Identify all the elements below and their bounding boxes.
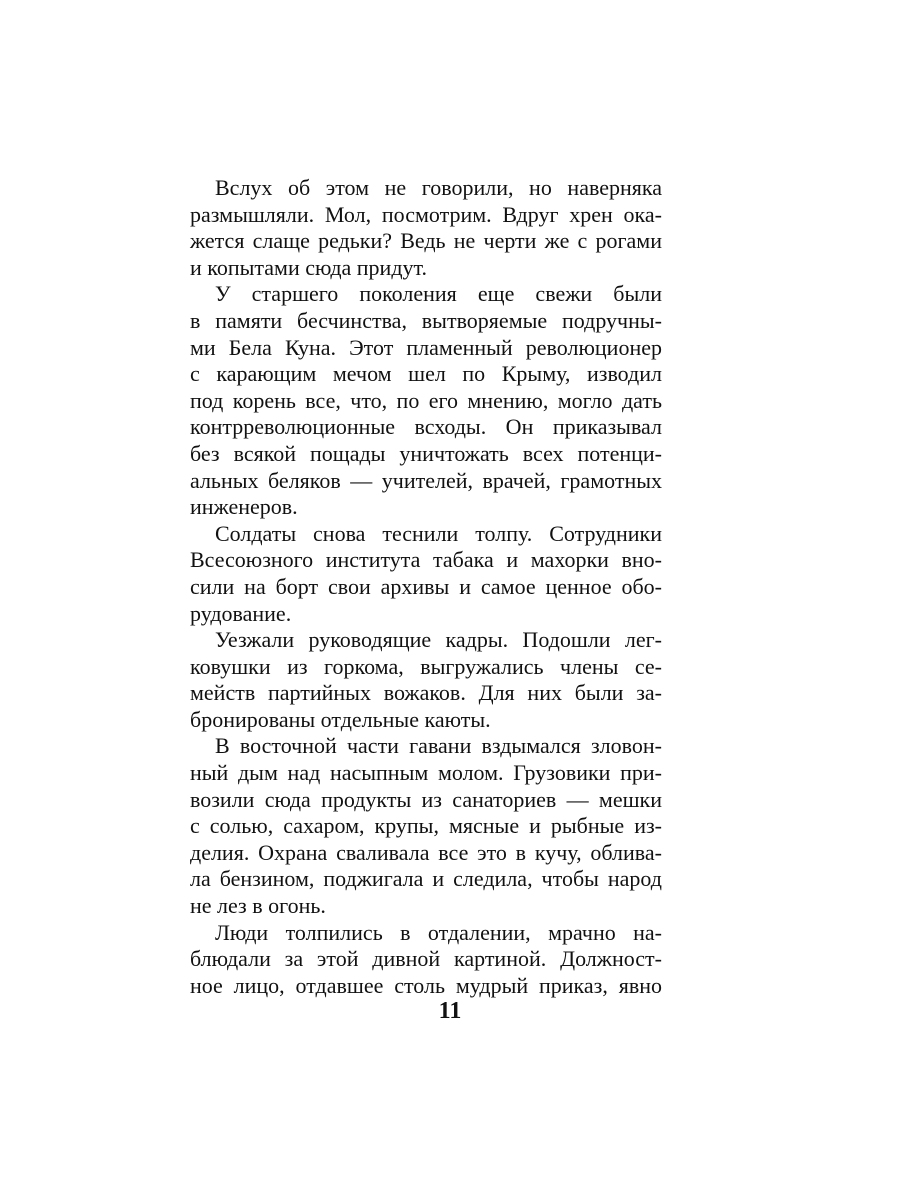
text-line: Люди толпились в отдалении, мрачно на- — [215, 919, 662, 945]
page-body — [190, 175, 662, 999]
text-line: контрреволюционные всходы. Он приказывал — [190, 414, 662, 440]
paragraph-5 — [190, 733, 662, 919]
paragraph-6 — [190, 920, 662, 1000]
text-line: В восточной части гавани вздымался зловон- — [215, 733, 662, 759]
text-line: ла бензином, поджигала и следила, чтобы народ — [190, 866, 662, 892]
text-line: Уезжали руководящие кадры. Подошли лег- — [215, 627, 662, 653]
text-line: с солью, сахаром, крупы, мясные и рыбные из- — [190, 813, 662, 839]
text-line: под корень все, что, по его мнению, могло дать — [190, 387, 662, 413]
page-number: 11 — [438, 998, 462, 1024]
paragraph-2 — [190, 281, 662, 520]
text-line: альных беляков — учителей, врачей, грамотных — [190, 467, 662, 493]
text-line: блюдали за этой дивной картиной. Должност- — [190, 946, 662, 972]
text-line: ное лицо, отдавшее столь мудрый приказ, явно — [190, 972, 662, 998]
text-line: размышляли. Мол, посмотрим. Вдруг хрен ока- — [190, 201, 662, 227]
paragraph-4 — [190, 627, 662, 733]
paragraph-1 — [190, 175, 662, 281]
paragraph-3 — [190, 521, 662, 627]
text-line: мейств партийных вожаков. Для них были за- — [190, 680, 662, 706]
text-line: и копытами сюда придут. — [190, 254, 427, 280]
text-line: сили на борт свои архивы и самое ценное обо- — [190, 573, 662, 599]
text-line: ми Бела Куна. Этот пламенный революционер — [190, 334, 662, 360]
text-line: в памяти бесчинства, вытворяемые подручны- — [190, 307, 662, 333]
text-line: ный дым над насыпным молом. Грузовики при- — [190, 760, 662, 786]
text-line: ковушки из горкома, выгружались члены се- — [190, 653, 662, 679]
text-line: без всякой пощады уничтожать всех потенци- — [190, 440, 662, 466]
text-line: делия. Охрана сваливала все это в кучу, облива- — [190, 839, 662, 865]
text-line: не лез в огонь. — [190, 893, 326, 919]
text-line: рудование. — [190, 600, 292, 626]
text-line: Всесоюзного института табака и махорки вно- — [190, 547, 662, 573]
text-line: У старшего поколения еще свежи были — [215, 281, 662, 307]
text-line: жется слаще редьки? Ведь не черти же с рогами — [190, 228, 662, 254]
text-line: с карающим мечом шел по Крыму, изводил — [190, 361, 662, 387]
text-line: инженеров. — [190, 494, 298, 520]
text-line: бронированы отдельные каюты. — [190, 706, 491, 732]
text-line: Вслух об этом не говорили, но наверняка — [215, 175, 662, 200]
text-line: возили сюда продукты из санаториев — мешки — [190, 786, 662, 812]
text-line: Солдаты снова теснили толпу. Сотрудники — [215, 520, 662, 546]
